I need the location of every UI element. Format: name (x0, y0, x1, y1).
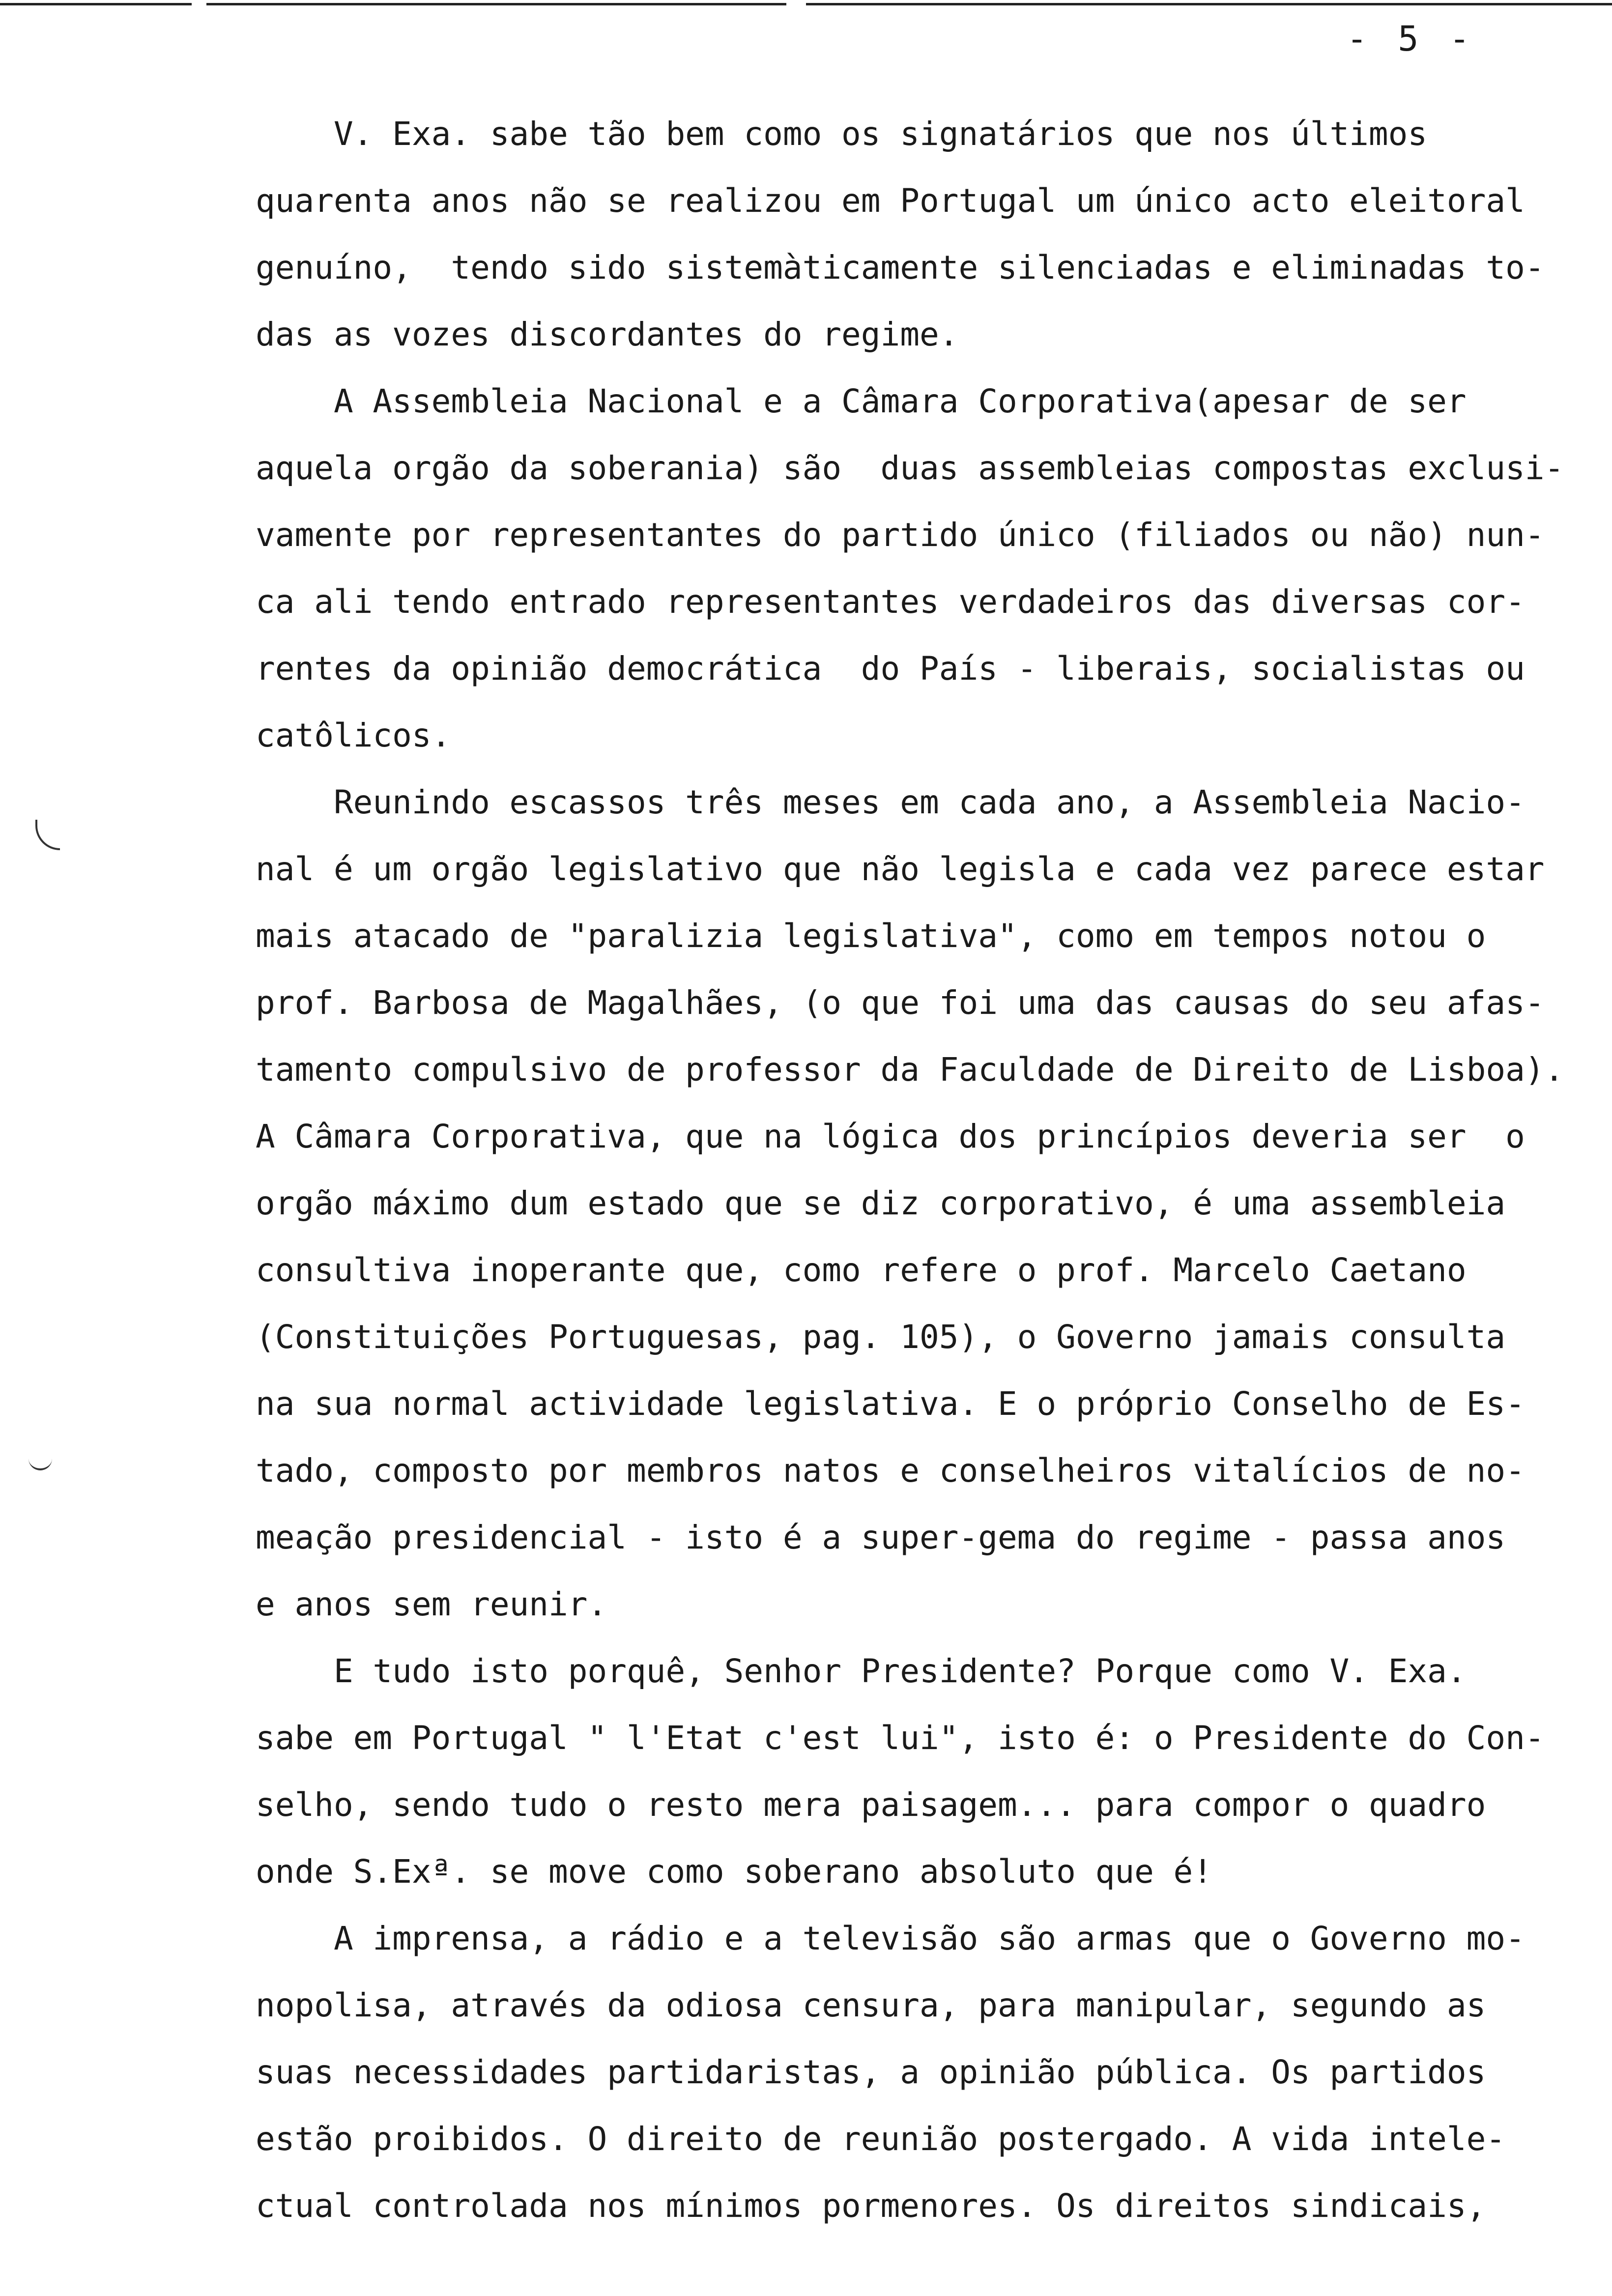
top-edge-rule (806, 3, 1612, 5)
text-line: aquela orgão da soberania) são duas assembleias compostas exclusi- (256, 449, 1564, 487)
text-line: tamento compulsivo de professor da Faculdade de Direito de Lisboa). (256, 1051, 1564, 1089)
text-line: (Constituições Portuguesas, pag. 105), o Governo jamais consulta (256, 1318, 1506, 1356)
text-line: suas necessidades partidaristas, a opinião pública. Os partidos (256, 2053, 1486, 2091)
text-line: V. Exa. sabe tão bem como os signatários que nos últimos (256, 115, 1428, 153)
margin-pencil-mark (35, 820, 60, 850)
text-line: selho, sendo tudo o resto mera paisagem... para compor o quadro (256, 1786, 1486, 1824)
text-line: ctual controlada nos mínimos pormenores. Os direitos sindicais, (256, 2187, 1486, 2225)
text-line: e anos sem reunir. (256, 1585, 607, 1623)
typewritten-body (256, 101, 1583, 2239)
text-line: estão proibidos. O direito de reunião postergado. A vida intele- (256, 2120, 1506, 2158)
text-line: orgão máximo dum estado que se diz corporativo, é uma assembleia (256, 1184, 1506, 1222)
text-line: nopolisa, através da odiosa censura, para manipular, segundo as (256, 1986, 1486, 2024)
text-line: catôlicos. (256, 717, 451, 754)
top-edge-rule (206, 3, 786, 5)
text-line: meação presidencial - isto é a super-gema do regime - passa anos (256, 1519, 1506, 1556)
text-line: prof. Barbosa de Magalhães, (o que foi uma das causas do seu afas- (256, 984, 1545, 1022)
top-edge-rule (0, 3, 192, 5)
text-line: A Assembleia Nacional e a Câmara Corporativa(apesar de ser (256, 382, 1467, 420)
text-line: consultiva inoperante que, como refere o prof. Marcelo Caetano (256, 1251, 1467, 1289)
text-line: Reunindo escassos três meses em cada ano, a Assembleia Nacio- (256, 783, 1525, 821)
text-line: A Câmara Corporativa, que na lógica dos princípios deveria ser o (256, 1118, 1525, 1155)
text-line: nal é um orgão legislativo que não legisla e cada vez parece estar (256, 850, 1545, 888)
text-line: onde S.Exª. se move como soberano absoluto que é! (256, 1853, 1213, 1891)
page-number: - 5 - (1347, 19, 1475, 59)
text-line: quarenta anos não se realizou em Portugal um único acto eleitoral (256, 182, 1525, 220)
text-line: na sua normal actividade legislativa. E o próprio Conselho de Es- (256, 1385, 1525, 1423)
text-line: mais atacado de "paralizia legislativa", como em tempos notou o (256, 917, 1486, 955)
text-line: sabe em Portugal " l'Etat c'est lui", isto é: o Presidente do Con- (256, 1719, 1545, 1757)
margin-pencil-mark (29, 1458, 52, 1470)
text-line: das as vozes discordantes do regime. (256, 316, 959, 353)
text-line: genuíno, tendo sido sistemàticamente silenciadas e eliminadas to- (256, 249, 1545, 287)
text-line: vamente por representantes do partido único (filiados ou não) nun- (256, 516, 1545, 554)
text-line: rentes da opinião democrática do País - liberais, socialistas ou (256, 650, 1525, 688)
text-line: tado, composto por membros natos e conselheiros vitalícios de no- (256, 1452, 1525, 1490)
text-line: A imprensa, a rádio e a televisão são armas que o Governo mo- (256, 1920, 1525, 1957)
text-line: E tudo isto porquê, Senhor Presidente? Porque como V. Exa. (256, 1652, 1467, 1690)
text-line: ca ali tendo entrado representantes verdadeiros das diversas cor- (256, 583, 1525, 621)
